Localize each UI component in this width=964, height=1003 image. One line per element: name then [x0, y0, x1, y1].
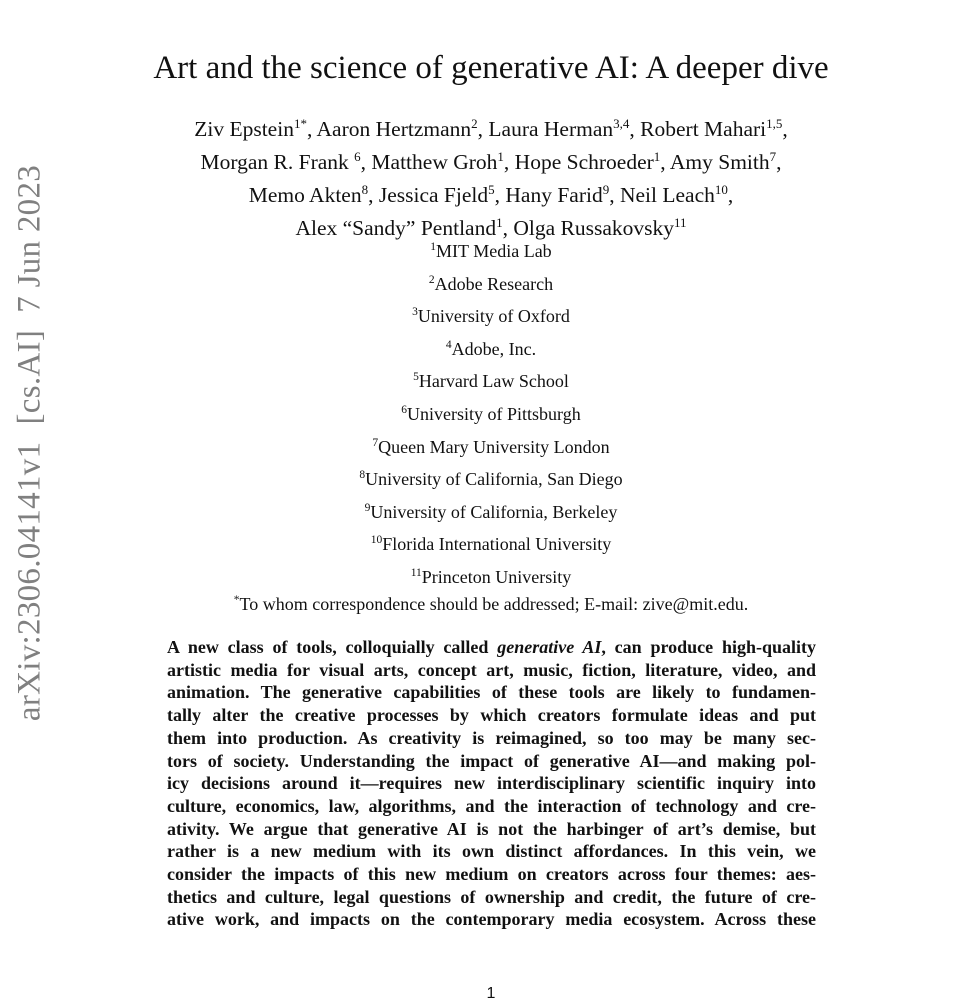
abstract-line: culture, economics, law, algorithms, and the interaction of technology and cre- [167, 795, 816, 816]
author: Neil Leach$^{10}$ [619, 182, 728, 207]
paper-title: Art and the science of generative AI: A deeper dive [153, 50, 829, 86]
affiliation: $^2$Adobe Research [428, 273, 554, 294]
affiliation: $^4$Adobe, Inc. [445, 338, 537, 359]
correspondence-mark: * [233, 594, 240, 606]
page-number: 1 [486, 985, 496, 1002]
author: Robert Mahari$^{1,5}$ [640, 116, 783, 141]
author: Laura Herman$^{3,4}$ [488, 116, 630, 141]
abstract-line: artistic media for visual arts, concept art, music, fiction, literature, video, and [167, 659, 816, 680]
abstract-line: tally alter the creative processes by which creators formulate ideas and put [167, 705, 816, 726]
abstract-line: A new class of tools, colloquially called generative AI, can produce high-quality [167, 637, 816, 657]
abstract-line: them into production. As creativity is reimagined, so too may be many sec- [167, 727, 816, 748]
author: Memo Akten$^8$ [248, 182, 369, 207]
abstract-line: thetics and culture, legal questions of ownership and credit, the future of cre- [167, 886, 816, 907]
author: Hope Schroeder$^1$ [514, 149, 661, 174]
correspondence-note [0, 592, 964, 619]
author: Aaron Hertzmann$^2$ [316, 116, 478, 141]
abstract-line: consider the impacts of this new medium on creators across four themes: aes- [167, 864, 816, 885]
arxiv-category: [cs.AI] [11, 329, 48, 425]
arxiv-date: 7 Jun 2023 [11, 164, 48, 313]
author: Alex “Sandy” Pentland$^1$ [295, 215, 503, 240]
affiliation: $^6$University of Pittsburgh [401, 403, 581, 424]
affiliation: $^5$Harvard Law School [413, 371, 569, 392]
arxiv-id: arXiv:2306.04141v1 [11, 441, 48, 721]
author: Amy Smith$^7$ [669, 149, 777, 174]
abstract-line: ativity. We argue that generative AI is not the harbinger of art’s demise, but [167, 818, 816, 839]
abstract-line: icy decisions around it—requires new interdisciplinary scientific inquiry into [167, 773, 816, 794]
affiliation: $^{10}$Florida International University [370, 534, 612, 555]
author: Jessica Fjeld$^5$ [378, 182, 495, 207]
author-list: Ziv Epstein$^{1*}$, Aaron Hertzmann$^2$, Laura Herman$^{3,4}$, Robert Mahari$^{1,5}$, Morgan R. Frank $^6$, Matthew Groh$^1$, Hope Schroeder$^1$, Amy Smith$^7$, Memo Akten$^8$, Jessica Fjeld$^5$, Hany Farid$^9$, Neil Leach$^{10}$, Alex “Sandy” Pentland$^1$, Olga Russakovsky$^{11}$ [194, 116, 788, 240]
affiliation: $^3$University of Oxford [412, 306, 570, 327]
affiliation: $^9$University of California, Berkeley [364, 501, 618, 522]
author: Olga Russakovsky$^{11}$ [513, 215, 687, 240]
author: Hany Farid$^9$ [505, 182, 610, 207]
author: Ziv Epstein$^{1*}$ [194, 116, 307, 141]
affiliation: $^8$University of California, San Diego [359, 469, 623, 490]
abstract-line: animation. The generative capabilities of these tools are likely to fundamen- [167, 682, 816, 703]
abstract-line: rather is a new medium with its own distinct affordances. In this vein, we [167, 841, 816, 862]
abstract-emphasis: generative AI [497, 637, 602, 657]
affiliation: $^{11}$Princeton University [410, 566, 572, 587]
abstract [167, 636, 816, 931]
affiliation-list [0, 237, 964, 596]
affiliation: $^7$Queen Mary University London [372, 436, 610, 457]
affiliation: $^1$MIT Media Lab [430, 241, 552, 261]
abstract-line: ative work, and impacts on the contemporary media ecosystem. Across these [167, 909, 816, 930]
author: Morgan R. Frank $^6$ [200, 149, 361, 174]
author: Matthew Groh$^1$ [371, 149, 504, 174]
correspondence-text: To whom correspondence should be addressed; E-mail: zive@mit.edu. [239, 594, 749, 614]
abstract-line: tors of society. Understanding the impact of generative AI—and making pol- [167, 750, 816, 771]
